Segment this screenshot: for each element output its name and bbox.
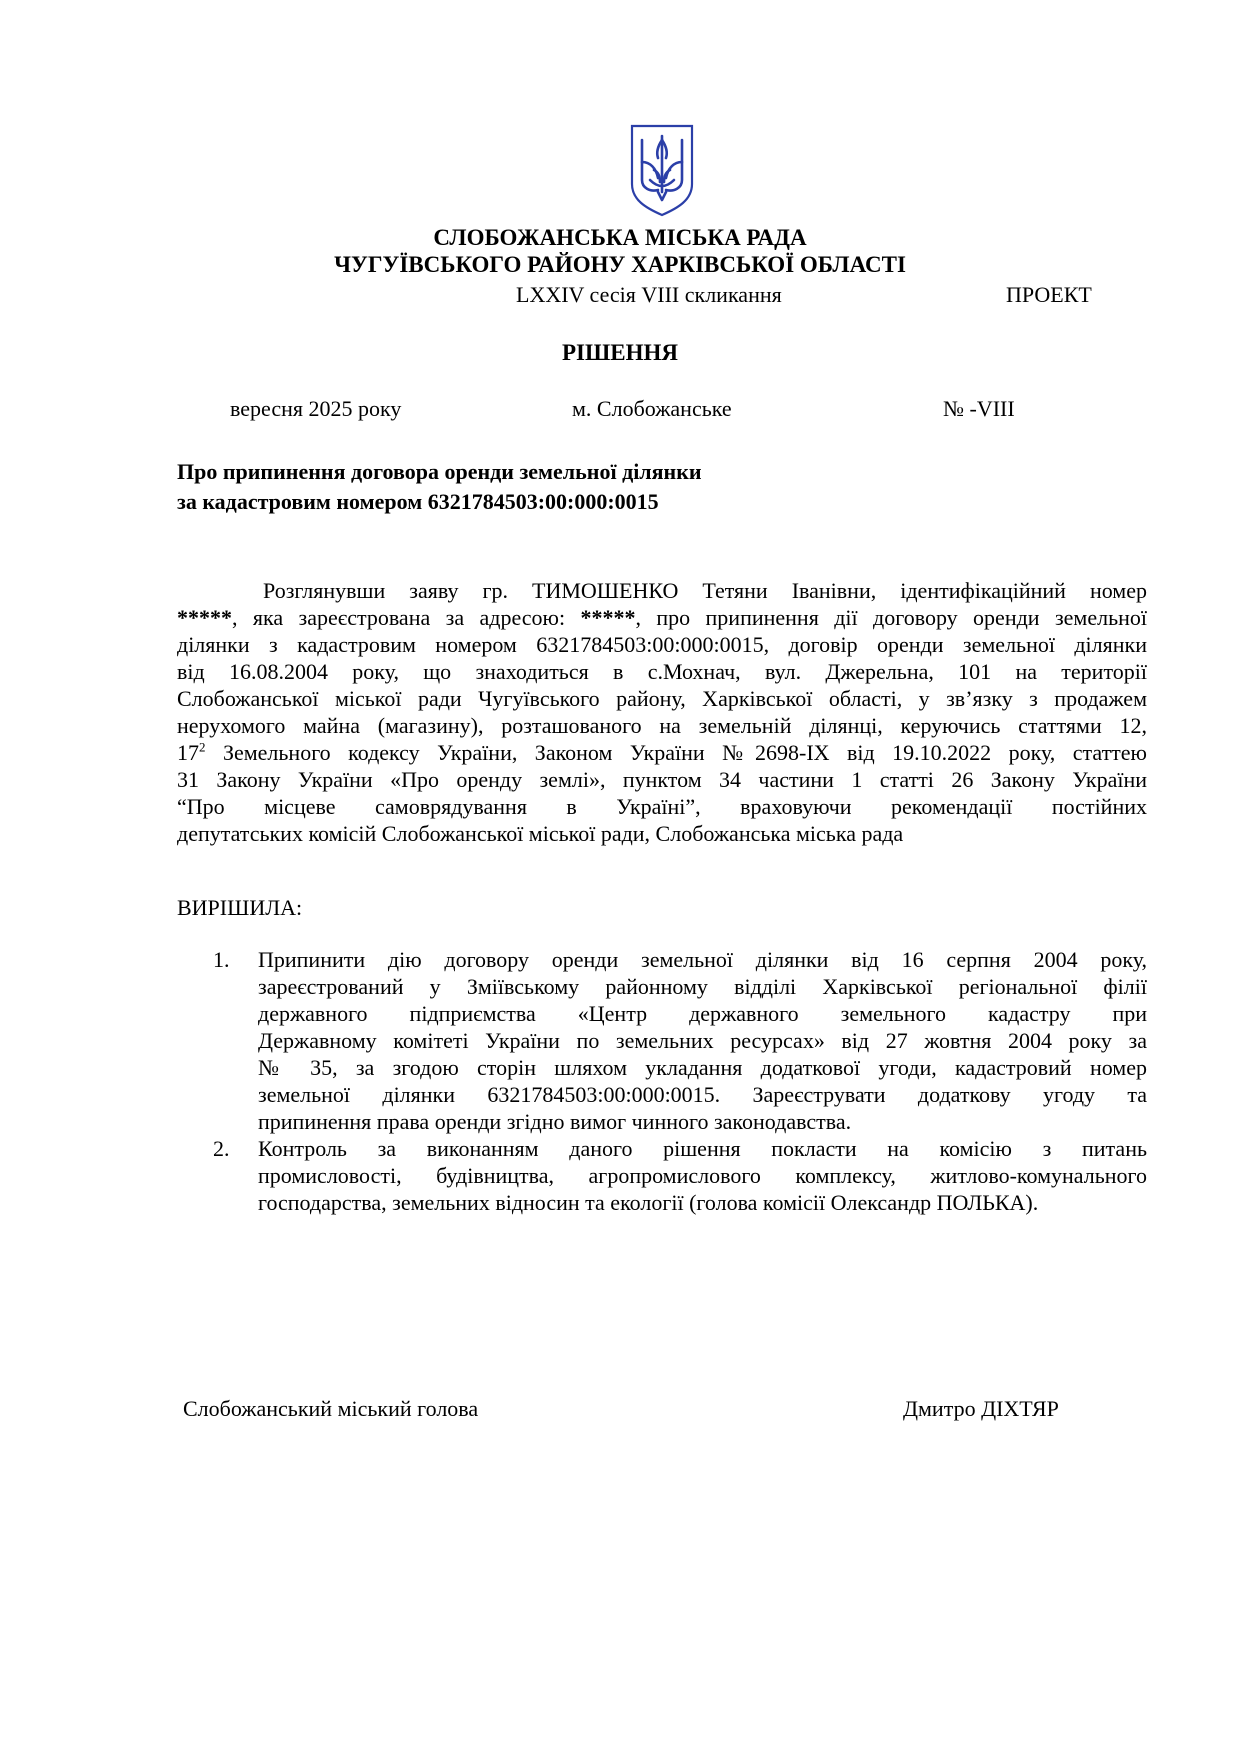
redacted-address: ***** xyxy=(580,605,636,630)
preamble-line: від 16.08.2004 року, що знаходиться в с.Мохнач, вул. Джерельна, 101 на території xyxy=(177,659,1147,684)
signatory-name: Дмитро ДІХТЯР xyxy=(903,1396,1059,1421)
item-1-line: зареєстрований у Зміївському районному відділі Харківської регіональної філії xyxy=(258,974,1147,999)
item-2-line: господарства, земельних відносин та екології (голова комісії Олександр ПОЛЬКА). xyxy=(258,1190,1039,1215)
item-1-line: державного підприємства «Центр державного земельного кадастру при xyxy=(258,1001,1147,1026)
decision-place: м. Слобожанське xyxy=(572,396,732,421)
subject-line-2: за кадастровим номером 6321784503:00:000:0015 xyxy=(177,489,659,514)
document-type: РІШЕННЯ xyxy=(562,340,678,365)
preamble-line: Розглянувши заяву гр. ТИМОШЕНКО Тетяни Іванівни, ідентифікаційний номер xyxy=(263,578,1147,603)
resolved-heading: ВИРІШИЛА: xyxy=(177,895,303,920)
preamble-line: нерухомого майна (магазину), розташованого на земельній ділянці, керуючись статтями 12, xyxy=(177,713,1147,738)
session-info: LXXIV сесія VIII скликання xyxy=(516,282,782,307)
item-number: 1. xyxy=(213,947,230,972)
preamble-line: Слобожанської міської ради Чугуївського району, Харківської області, у зв’язку з продажем xyxy=(177,686,1147,711)
coat-of-arms-emblem xyxy=(628,122,696,218)
item-number: 2. xyxy=(213,1136,230,1161)
preamble-line: депутатських комісій Слобожанської міської ради, Слобожанська міська рада xyxy=(177,821,904,846)
preamble-line: 31 Закону України «Про оренду землі», пунктом 34 частини 1 статті 26 Закону України xyxy=(177,767,1147,792)
item-1-line: № 35, за згодою сторін шляхом укладання додаткової угоди, кадастровий номер xyxy=(258,1055,1147,1080)
item-2-line: промисловості, будівництва, агропромислового комплексу, житлово-комунального xyxy=(258,1163,1147,1188)
item-2-line: Контроль за виконанням даного рішення покласти на комісію з питань xyxy=(258,1136,1147,1161)
item-1-line: Державному комітеті України по земельних ресурсах» від 27 жовтня 2004 року за xyxy=(258,1028,1147,1053)
council-title: СЛОБОЖАНСЬКА МІСЬКА РАДА xyxy=(433,225,807,250)
item-1-line: Припинити дію договору оренди земельної ділянки від 16 серпня 2004 року, xyxy=(258,947,1147,972)
preamble-line: “Про місцеве самоврядування в Україні”, враховуючи рекомендації постійних xyxy=(177,794,1147,819)
signatory-position: Слобожанський міський голова xyxy=(183,1396,479,1421)
decision-date: вересня 2025 року xyxy=(230,396,402,421)
district-title: ЧУГУЇВСЬКОГО РАЙОНУ ХАРКІВСЬКОЇ ОБЛАСТІ xyxy=(334,252,906,277)
decision-number: № -VIII xyxy=(943,396,1015,421)
subject-line-1: Про припинення договора оренди земельної ділянки xyxy=(177,459,702,484)
preamble-line: ділянки з кадастровим номером 6321784503:00:000:0015, договір оренди земельної ділянки xyxy=(177,632,1147,657)
draft-label: ПРОЕКТ xyxy=(1006,282,1092,307)
redacted-id: ***** xyxy=(177,605,232,630)
item-1-line: припинення права оренди згідно вимог чинного законодавства. xyxy=(258,1109,852,1134)
preamble-line: $17^2$ Земельного кодексу України, Законом України №2698-ІХ від 19.10.2022 року, статтею xyxy=(177,739,1147,765)
item-1-line: земельної ділянки 6321784503:00:000:0015. Зареєструвати додаткову угоду та xyxy=(258,1082,1147,1107)
preamble-line: *****, яка зареєстрована за адресою: *****, про припинення дії договору оренди земельної xyxy=(177,605,1147,630)
